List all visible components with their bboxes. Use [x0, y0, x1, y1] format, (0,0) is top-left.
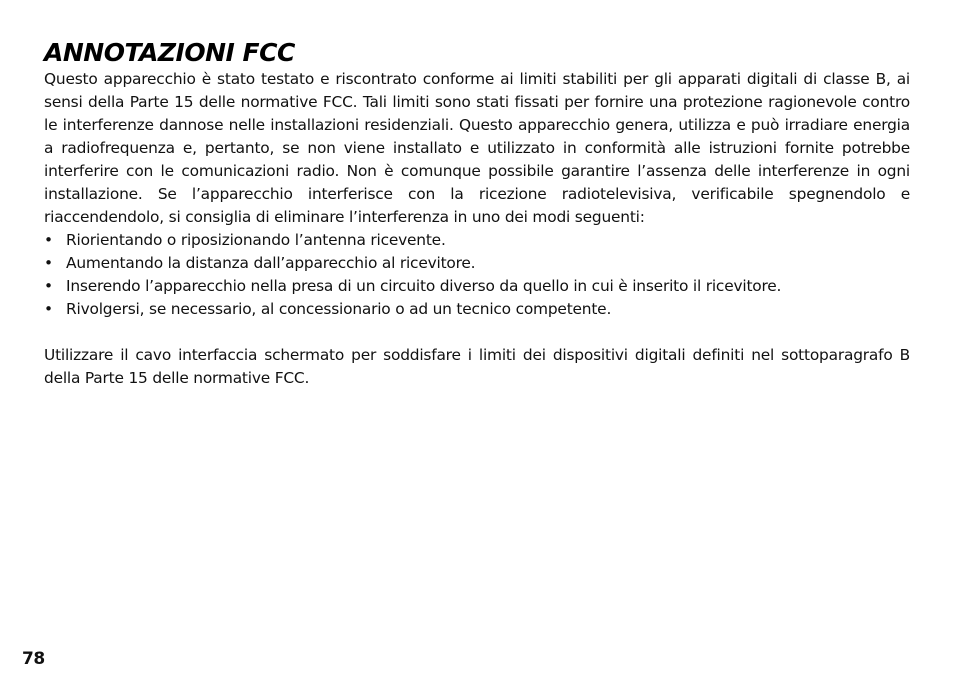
closing-paragraph: Utilizzare il cavo interfaccia schermato per soddisfare i limiti dei dispositivi digitali definiti nel sottoparagrafo B della Parte 15 delle normative FCC. — [44, 346, 910, 387]
document-page — [44, 38, 910, 390]
bullet-marker: • — [44, 300, 53, 318]
list-item-text: Riorientando o riposizionando l’antenna ricevente. — [66, 231, 446, 249]
intro-paragraph: Questo apparecchio è stato testato e riscontrato conforme ai limiti stabiliti per gli apparati digitali di classe B, ai sensi della Parte 15 delle normative FCC. Tali limiti sono stati fissati per fornire una protezione ragionevole contro le interferenze dannose nelle installazioni residenziali. Questo apparecchio genera, utilizza e può irradiare energia a radiofrequenza e, pertanto, se non viene installato e utilizzato in conformità alle istruzioni fornite potrebbe interferire con le comunicazioni radio. Non è comunque possibile garantire l’assenza delle interferenze in ogni installazione. Se l’apparecchio interferisce con la ricezione radiotelevisiva, verificabile spegnendolo e riaccendendolo, si consiglia di eliminare l’interferenza in uno dei modi seguenti: — [44, 70, 910, 226]
list-item-text: Inserendo l’apparecchio nella presa di un circuito diverso da quello in cui è inserito il ricevitore. — [66, 277, 782, 295]
list-item — [44, 229, 910, 252]
list-item — [44, 298, 910, 321]
remedy-list — [44, 229, 910, 321]
page-number: 78 — [22, 649, 45, 669]
list-item-text: Aumentando la distanza dall’apparecchio al ricevitore. — [66, 254, 476, 272]
bullet-marker: • — [44, 231, 53, 249]
list-item — [44, 252, 910, 275]
paragraph-spacer — [44, 321, 910, 344]
section-title: ANNOTAZIONI FCC — [44, 38, 295, 67]
bullet-marker: • — [44, 277, 53, 295]
bullet-marker: • — [44, 254, 53, 272]
list-item — [44, 275, 910, 298]
list-item-text: Rivolgersi, se necessario, al concessionario o ad un tecnico competente. — [66, 300, 612, 318]
